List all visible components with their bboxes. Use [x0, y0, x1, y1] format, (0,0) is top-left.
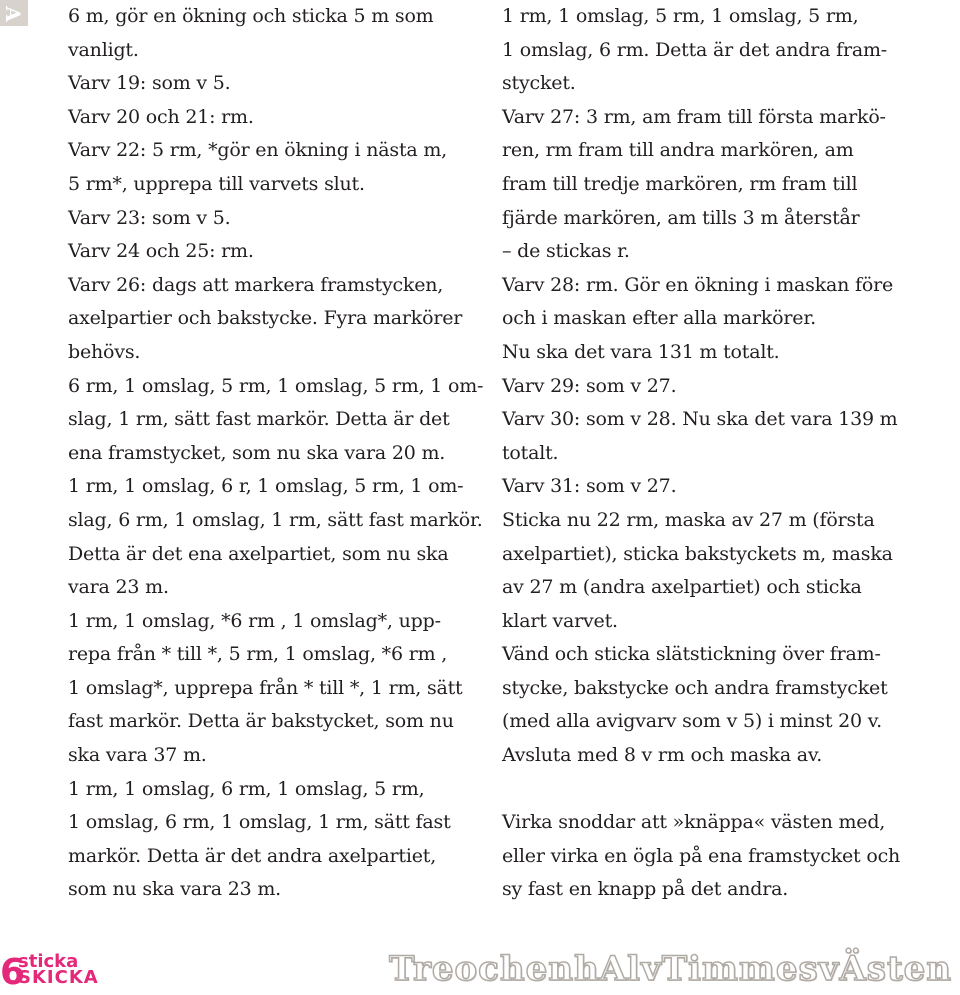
right-column: [502, 0, 922, 907]
text-line: 1 omslag*, upprepa från * till *, 1 rm, sätt: [68, 676, 463, 699]
text-line: 1 omslag, 6 rm. Detta är det andra fram-: [502, 38, 887, 61]
text-line: av 27 m (andra axelpartiet) och sticka: [502, 576, 862, 599]
text-line: 1 rm, 1 omslag, 6 r, 1 omslag, 5 rm, 1 om-: [68, 475, 464, 498]
text-line: och i maskan efter alla markörer.: [502, 307, 816, 330]
text-line: fram till tredje markören, rm fram till: [502, 172, 858, 195]
text-line: stycke, bakstycke och andra framstycket: [502, 676, 888, 699]
text-line: (med alla avigvarv som v 5) i minst 20 v.: [502, 710, 882, 733]
corner-tab-letter: A: [0, 6, 25, 22]
text-line: Varv 29: som v 27.: [502, 374, 677, 397]
text-line: fast markör. Detta är bakstycket, som nu: [68, 710, 454, 733]
text-line: sy fast en knapp på det andra.: [502, 878, 789, 901]
text-line: Varv 20 och 21: rm.: [68, 105, 254, 128]
text-line: ren, rm fram till andra markören, am: [502, 139, 854, 162]
text-line: Vänd och sticka slätstickning över fram-: [502, 643, 881, 666]
text-line: 6 rm, 1 omslag, 5 rm, 1 omslag, 5 rm, 1 om-: [68, 374, 484, 397]
text-line: Varv 26: dags att markera framstycken,: [68, 273, 444, 296]
text-line: totalt.: [502, 441, 559, 464]
text-line: slag, 1 rm, sätt fast markör. Detta är det: [68, 408, 450, 431]
text-line: slag, 6 rm, 1 omslag, 1 rm, sätt fast markör.: [68, 508, 483, 531]
text-line: axelpartiet), sticka bakstyckets m, maska: [502, 542, 893, 565]
left-column: [68, 0, 488, 907]
text-line: stycket.: [502, 72, 576, 95]
text-line: Nu ska det vara 131 m totalt.: [502, 340, 780, 363]
text-line: 1 rm, 1 omslag, *6 rm , 1 omslag*, upp-: [68, 609, 441, 632]
text-line: Varv 28: rm. Gör en ökning i maskan före: [502, 273, 894, 296]
text-line: – de stickas r.: [502, 240, 630, 263]
text-line: 1 omslag, 6 rm, 1 omslag, 1 rm, sätt fast: [68, 811, 451, 834]
text-line: Avsluta med 8 v rm och maska av.: [502, 744, 823, 767]
text-line: eller virka en ögla på ena framstycket och: [502, 844, 901, 867]
paragraph-gap: [502, 773, 922, 807]
text-line: klart varvet.: [502, 609, 618, 632]
text-line: ska vara 37 m.: [68, 744, 207, 767]
text-line: repa från * till *, 5 rm, 1 omslag, *6 rm ,: [68, 643, 448, 666]
text-line: 1 rm, 1 omslag, 6 rm, 1 omslag, 5 rm,: [68, 777, 425, 800]
text-line: Varv 22: 5 rm, *gör en ökning i nästa m,: [68, 139, 448, 162]
page-number: 6: [0, 952, 26, 993]
text-line: Varv 24 och 25: rm.: [68, 240, 254, 263]
text-line: Varv 23: som v 5.: [68, 206, 231, 229]
text-line: markör. Detta är det andra axelpartiet,: [68, 844, 437, 867]
text-line: Varv 31: som v 27.: [502, 475, 677, 498]
logo-line-1: sticka: [18, 951, 79, 972]
text-line: Virka snoddar att »knäppa« västen med,: [502, 811, 886, 834]
logo-line-2: SKICKA: [18, 967, 99, 988]
article-title: TreochenhAlvTimmesvÄsten: [389, 949, 952, 989]
text-line: Varv 30: som v 28. Nu ska det vara 139 m: [502, 408, 898, 431]
text-line: 1 rm, 1 omslag, 5 rm, 1 omslag, 5 rm,: [502, 5, 859, 27]
text-line: Varv 19: som v 5.: [68, 72, 231, 95]
text-line: vanligt.: [68, 38, 139, 61]
text-line: vara 23 m.: [68, 576, 169, 599]
text-line: axelpartier och bakstycke. Fyra markörer: [68, 307, 463, 330]
footer-left: [0, 951, 110, 995]
text-line: ena framstycket, som nu ska vara 20 m.: [68, 441, 446, 464]
text-line: fjärde markören, am tills 3 m återstår: [502, 206, 860, 229]
text-line: 5 rm*, upprepa till varvets slut.: [68, 172, 365, 195]
text-line: Detta är det ena axelpartiet, som nu ska: [68, 542, 449, 565]
text-line: Sticka nu 22 rm, maska av 27 m (första: [502, 508, 875, 531]
brand-logo: [18, 953, 108, 989]
text-line: Varv 27: 3 rm, am fram till första markö-: [502, 105, 886, 128]
text-line: behövs.: [68, 340, 141, 363]
text-line: som nu ska vara 23 m.: [68, 878, 281, 901]
text-line: 6 m, gör en ökning och sticka 5 m som: [68, 5, 434, 27]
corner-tab: [0, 0, 28, 26]
